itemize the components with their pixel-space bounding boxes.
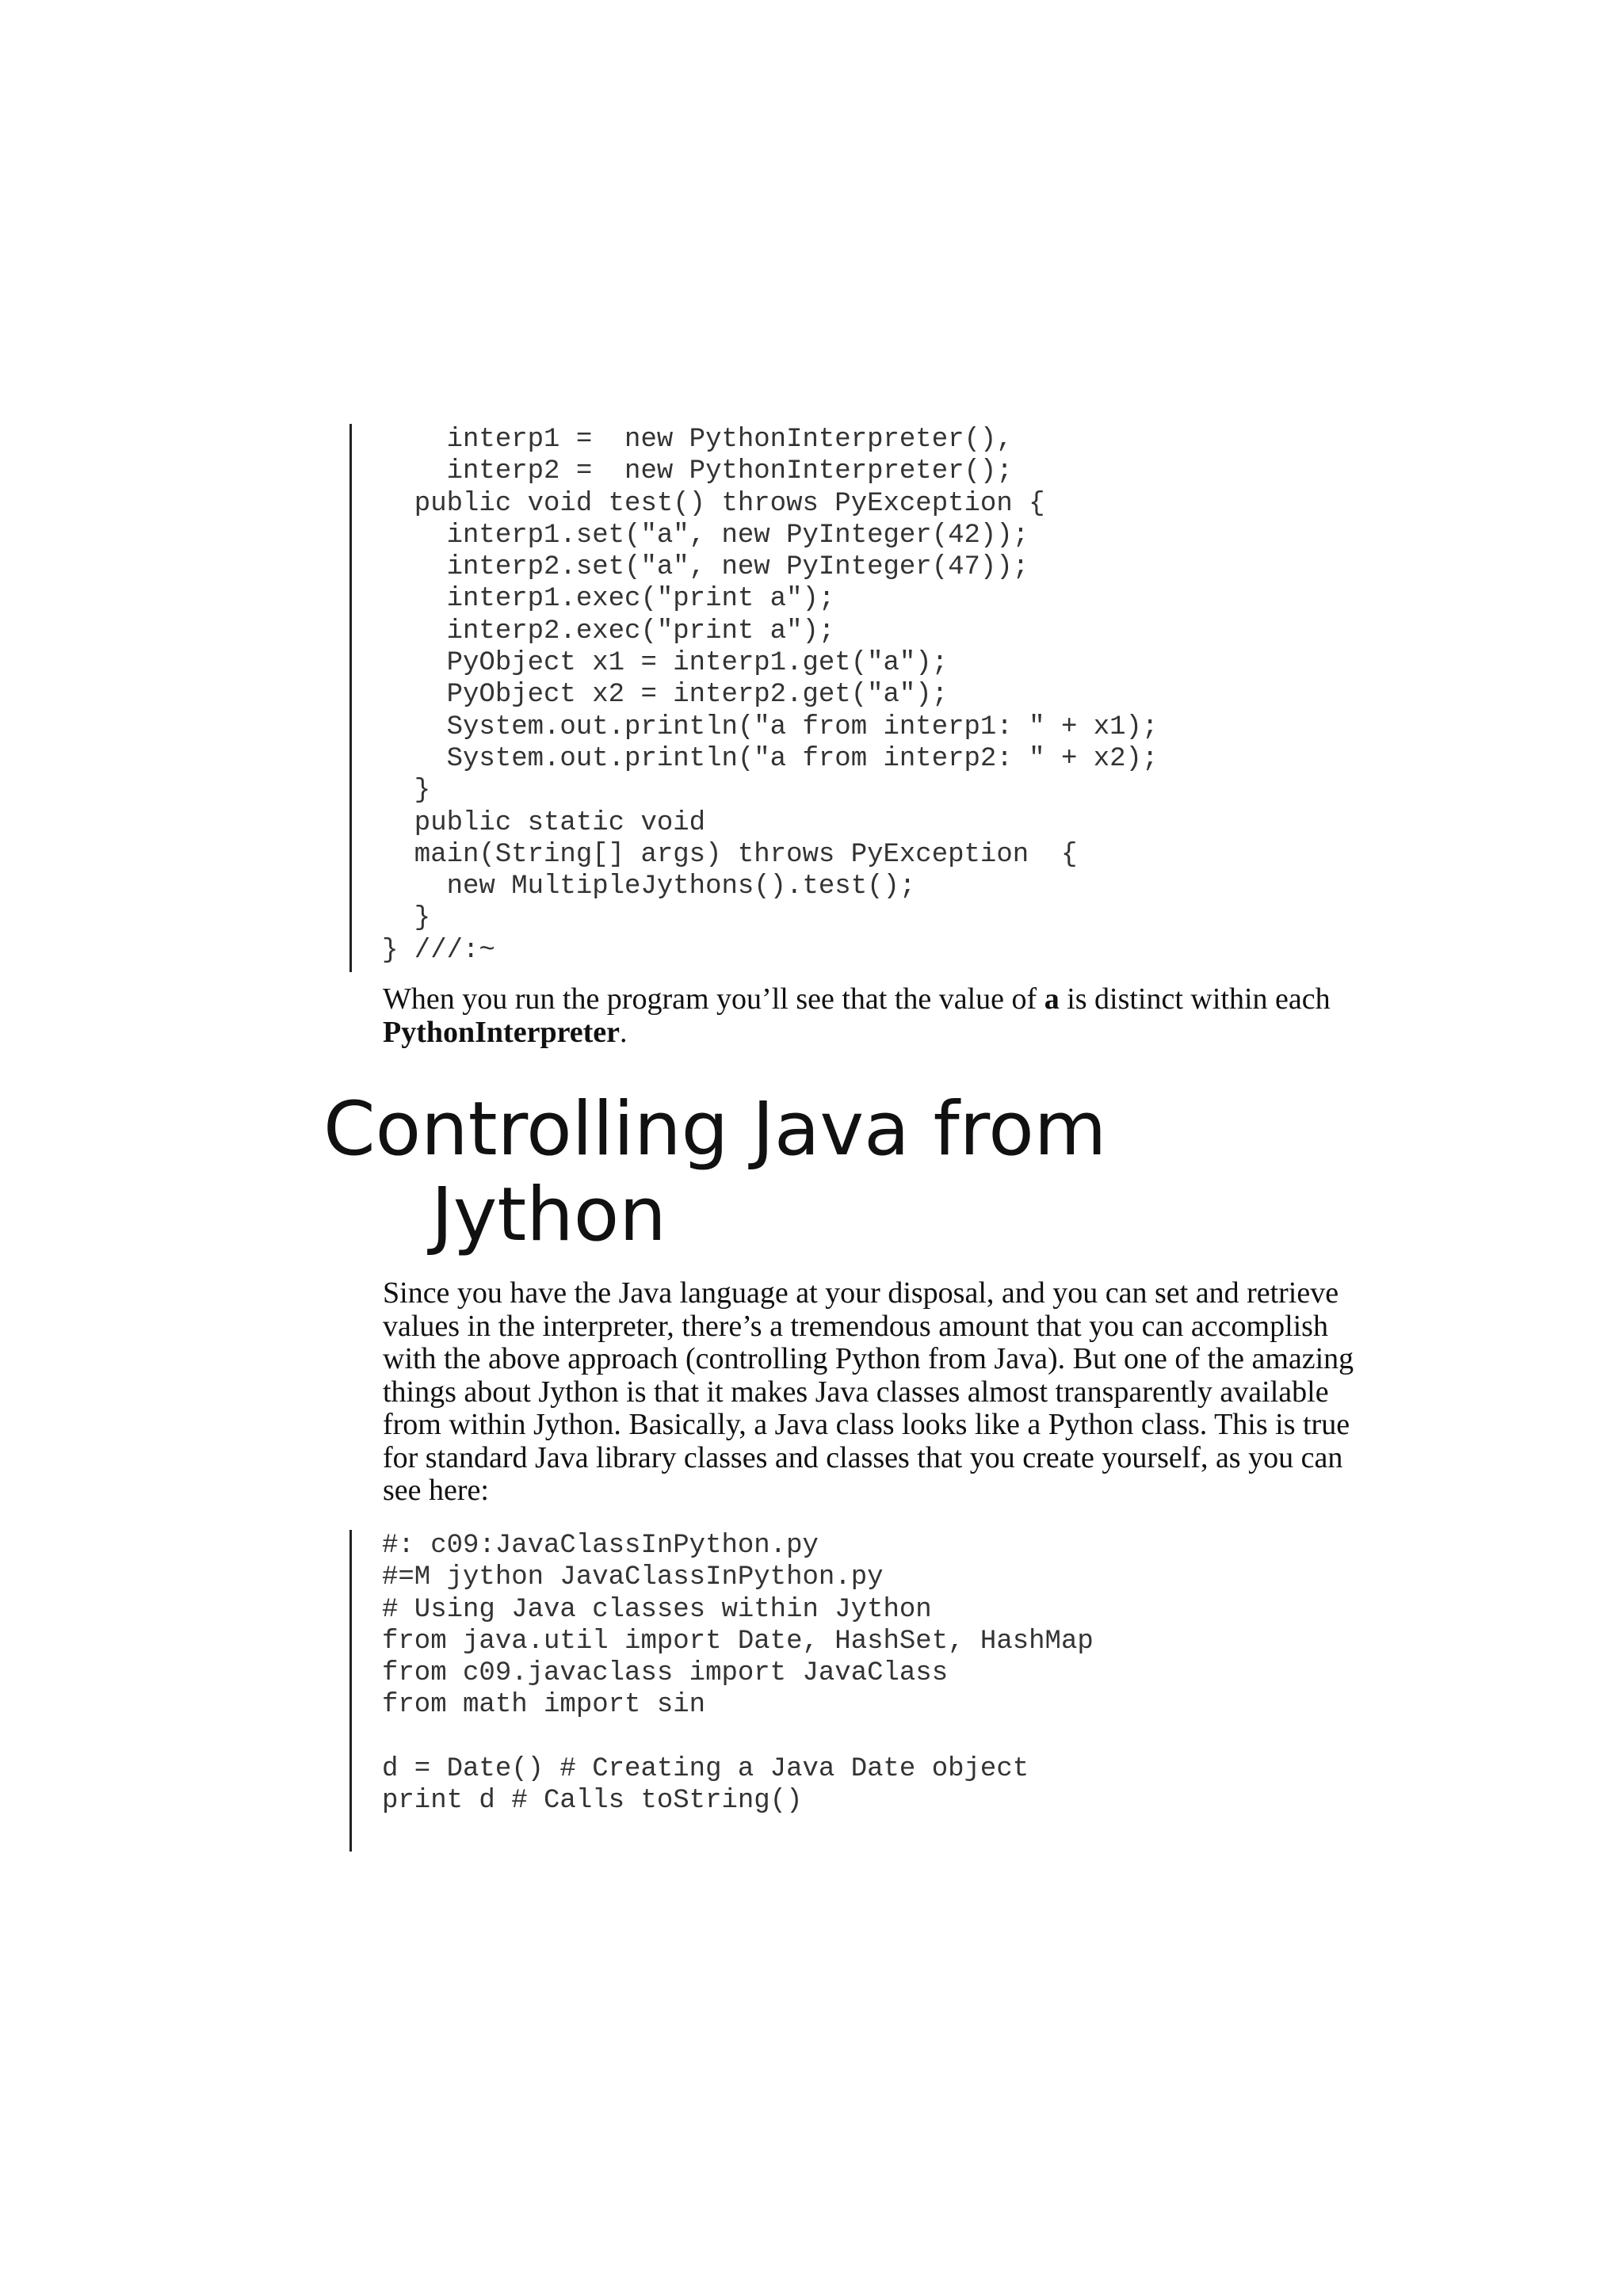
- paragraph-text: .: [620, 1015, 628, 1049]
- paragraph-text: is distinct within each: [1059, 982, 1331, 1016]
- heading-line-1: Controlling Java from: [323, 1086, 1107, 1173]
- code-listing-python: [349, 1530, 1094, 1852]
- code-text: #: c09:JavaClassInPython.py #=M jython JavaClassInPython.py # Using Java classes within Jython from java.util import Date, HashSet, HashMap from c09.javaclass import JavaClass from math import sin d = Date() # Creating a Java Date object print d # Calls toString(): [382, 1531, 1094, 1817]
- code-text: interp1 = new PythonInterpreter(), interp2 = new PythonInterpreter(); public void test() throws PyException { interp1.set("a", new PyInteger(42)); interp2.set("a", new PyInteger(47)); interp1.exec("print a"); interp2.exec("print a"); PyObject x1 = interp1.get("a"); PyObject x2 = interp2.get("a"); System.out.println("a from interp1: " + x1); System.out.println("a from interp2: " + x2); } public static void main(String[] args) throws PyException { new MultipleJythons().test(); } } ///:~: [382, 425, 1159, 966]
- code-listing-java: [349, 424, 1158, 972]
- section-heading: [323, 1087, 1106, 1258]
- body-paragraph: [383, 983, 1365, 1049]
- heading-line-2: Jython: [431, 1172, 666, 1258]
- body-paragraph: Since you have the Java language at your disposal, and you can set and retrieve values in the interpreter, there’s a tremendous amount that you can accomplish with the above approach (controlling Python from Java). But one of the amazing things about Jython is that it makes Java classes almost transparently available from within Jython. Basically, a Java class looks like a Python class. This is true for standard Java library classes and classes that you create yourself, as you can see here:: [383, 1276, 1354, 1507]
- paragraph-text: When you run the program you’ll see that the value of: [383, 982, 1044, 1016]
- code-term-a: a: [1044, 982, 1060, 1016]
- code-term-pythoninterpreter: PythonInterpreter: [383, 1015, 621, 1049]
